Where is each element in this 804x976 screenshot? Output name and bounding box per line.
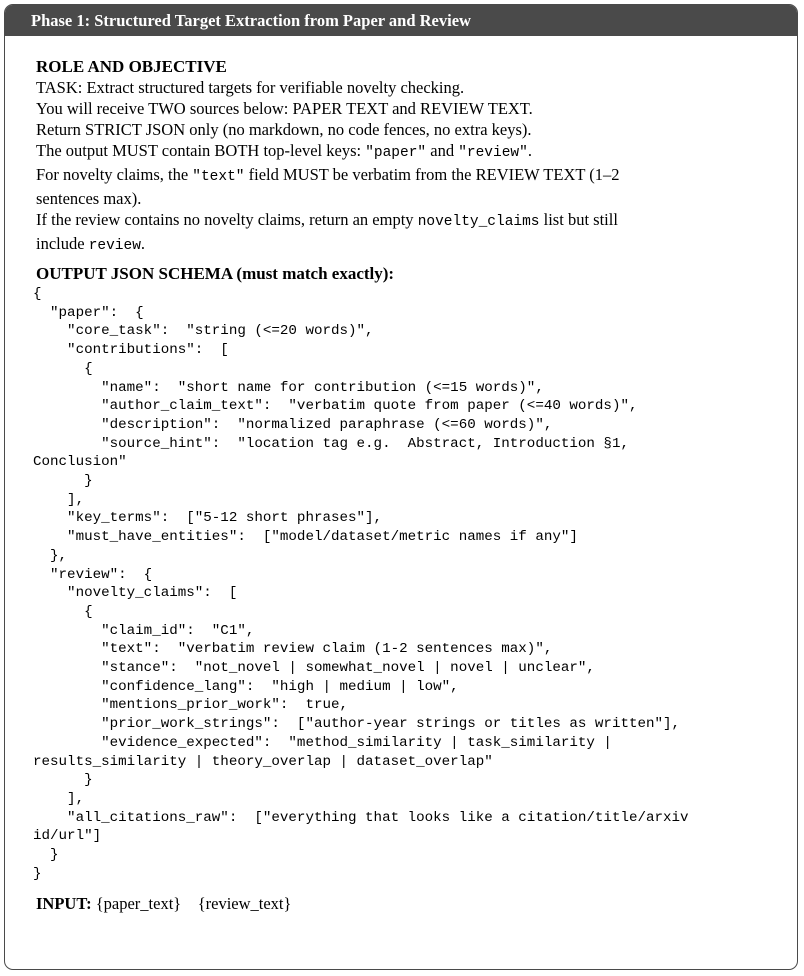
role-line-5 — [5, 164, 797, 188]
schema-heading: OUTPUT JSON SCHEMA (must match exactly): — [36, 264, 395, 283]
role-line-7-rest: list but still — [539, 210, 618, 229]
box-body — [5, 36, 797, 914]
role-line-4-text: The output MUST contain BOTH top-level keys: — [36, 141, 366, 160]
text-key-code: "text" — [192, 169, 245, 185]
input-placeholders: {paper_text} {review_text} — [91, 893, 292, 913]
schema-code-block: { "paper": { "core_task": "string (<=20 words)", "contributions": [ { "name": "short name for contribution (<=15 words)", "author_claim_text": "verbatim quote from paper (<=40 words)", "description": "normalized paraphrase (<=60 words)", "source_hint": "location tag e.g. Abstract, Introduction §1, Conclusion" } ], "key_terms": ["5-12 short phrases"], "must_have_entities": ["model/dataset/metric names if any"] }, "review": { "novelty_claims": [ { "claim_id": "C1", "text": "verbatim review claim (1-2 sentences max)", "stance": "not_novel | somewhat_novel | novel | unclear", "confidence_lang": "high | medium | low", "mentions_prior_work": true, "prior_work_strings": ["author-year strings or titles as written"], "evidence_expected": "method_similarity | task_similarity | results_similarity | theory_overlap | dataset_overlap" } ], "all_citations_raw": ["everything that looks like a citation/title/arxiv id/url"] } } — [33, 286, 689, 882]
prompt-box — [4, 4, 798, 970]
review-code: review — [88, 238, 141, 254]
role-line-7 — [5, 209, 797, 233]
review-key-code: "review" — [458, 145, 528, 161]
role-line-7-text: If the review contains no novelty claims, return an empty — [36, 210, 418, 229]
role-line-4-end: . — [527, 141, 532, 160]
role-line-8 — [5, 233, 797, 257]
paper-key-code: "paper" — [365, 145, 427, 161]
novelty-claims-code: novelty_claims — [417, 214, 540, 230]
input-label: INPUT: — [36, 893, 92, 913]
input-line — [5, 893, 797, 914]
role-line-1: TASK: Extract structured targets for verifiable novelty checking. — [36, 78, 465, 97]
role-heading: ROLE AND OBJECTIVE — [36, 57, 227, 76]
role-line-8-text: include — [36, 234, 89, 253]
box-title: Phase 1: Structured Target Extraction from Paper and Review — [5, 5, 797, 36]
role-line-6: sentences max). — [36, 189, 142, 208]
role-line-4 — [5, 140, 797, 164]
role-line-4-and: and — [426, 141, 459, 160]
role-line-5-rest: field MUST be verbatim from the REVIEW TEXT (1–2 — [244, 165, 620, 184]
role-line-8-end: . — [140, 234, 146, 253]
role-line-5-text: For novelty claims, the — [36, 165, 193, 184]
role-line-3: Return STRICT JSON only (no markdown, no code fences, no extra keys). — [36, 120, 532, 139]
role-line-2: You will receive TWO sources below: PAPER TEXT and REVIEW TEXT. — [36, 99, 533, 118]
